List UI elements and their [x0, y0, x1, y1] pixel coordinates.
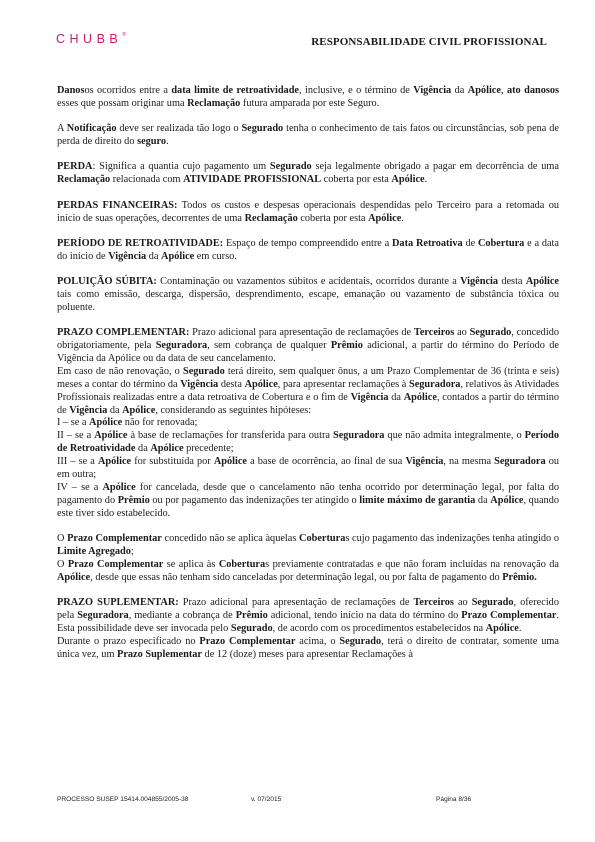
hypothesis-iv: IV – se a Apólice for cancelada, desde que o cancelamento não tenha ocorrido por determinação legal, por falta do pagamento do Prêmio ou por pagamento das indenizações ter atingido o limite máximo de garantia da Apólice, quando este tiver sido estabelecido. — [57, 482, 559, 519]
definition-poluicao-subita: POLUIÇÃO SÚBITA: Contaminação ou vazamentos súbitos e acidentais, ocorridos durante a Vigência desta Apólice tais como emissão, descarga, dispersão, desprendimento, escape, emanação ou vazamento de substância tóxica ou poluente. — [57, 276, 559, 313]
definition-perda: PERDA: Significa a quantia cujo pagamento um Segurado seja legalmente obrigado a pagar em decorrência de uma Reclamação relacionada com ATIVIDADE PROFISSIONAL coberta por esta Apólice. — [57, 161, 559, 186]
susep-process: PROCESSO SUSEP 15414.004855/2005-38 — [57, 796, 189, 803]
chubb-logo: CHUBB® — [56, 32, 126, 46]
hypothesis-ii: II – se a Apólice à base de reclamações for transferida para outra Seguradora que não admita integralmente, o Período de Retroatividade da Apólice precedente; — [57, 430, 559, 455]
document-body — [57, 85, 559, 662]
page-number: Página 8/36 — [436, 796, 472, 803]
definition-perdas-financeiras: PERDAS FINANCEIRAS: Todos os custos e despesas operacionais despendidas pelo Terceiro para a retomada ou início de suas operações, decorrentes de uma Reclamação coberta por esta Apólice. — [57, 199, 559, 224]
paragraph-notificacao: A Notificação deve ser realizada tão logo o Segurado tenha o conhecimento de tais fatos ou circunstâncias, sob pena de perda de direito do seguro. — [57, 123, 559, 148]
hypothesis-i: I – se a Apólice não for renovada; — [57, 417, 198, 429]
definition-prazo-complementar: PRAZO COMPLEMENTAR: Prazo adicional para apresentação de reclamações de Terceiros ao Segurado, concedido obrigatoriamente, pela Seguradora, sem cobrança de qualquer Prêmio adicional, a partir do término do Período de Vigência da Apólice ou da data de seu cancelamento. — [57, 327, 559, 364]
hypothesis-iii: III – se a Apólice for substituída por Apólice a base de ocorrência, ao final de sua Vigência, na mesma Seguradora ou em outra; — [57, 456, 559, 481]
paragraph-limite-agregado: O Prazo Complementar concedido não se aplica àquelas Coberturas cujo pagamento das indenizações tenha atingido o Limite Agregado; — [57, 533, 559, 558]
definition-periodo-retroatividade: PERÍODO DE RETROATIVIDADE: Espaço de tempo compreendido entre a Data Retroativa de Cobertura e a data do início de Vigência da Apólice em curso. — [57, 237, 559, 262]
document-version: v. 07/2015 — [251, 796, 282, 803]
definition-prazo-suplementar: PRAZO SUPLEMENTAR: Prazo adicional para apresentação de reclamações de Terceiros ao Segurado, oferecido pela Seguradora, mediante a cobrança de Prêmio adicional, tendo início na data do término do Prazo Complementar. Esta possibilidade deve ser invocada pelo Segurado, de acordo com os procedimentos estabelecidos na Apólice. — [57, 597, 559, 634]
paragraph-prazo-especificado: Durante o prazo especificado no Prazo Complementar acima, o Segurado, terá o direito de contratar, somente uma única vez, um Prazo Suplementar de 12 (doze) meses para apresentar Reclamações à — [57, 635, 559, 660]
paragraph-coberturas-previas: O Prazo Complementar se aplica às Coberturas previamente contratadas e que não foram incluídas na renovação da Apólice, desde que essas não tenham sido canceladas por determinação legal, ou por falta de pagamento do Prêmio. — [57, 558, 559, 583]
document-title: RESPONSABILIDADE CIVIL PROFISSIONAL — [311, 36, 547, 48]
paragraph-danos: Danosos ocorridos entre a data limite de retroatividade, inclusive, e o término de Vigência da Apólice, ato danosos esses que possam originar uma Reclamação futura amparada por este Seguro. — [57, 85, 560, 109]
paragraph-nao-renovacao: Em caso de não renovação, o Segurado terá direito, sem qualquer ônus, a um Prazo Complementar de 36 (trinta e seis) meses a contar do término da Vigência desta Apólice, para apresentar reclamações à Seguradora, relativos às Atividades Profissionais realizadas entre a data retroativa de Cobertura e o fim de Vigência da Apólice, contados a partir do término de Vigência da Apólice, considerando as seguintes hipóteses: — [57, 365, 560, 416]
